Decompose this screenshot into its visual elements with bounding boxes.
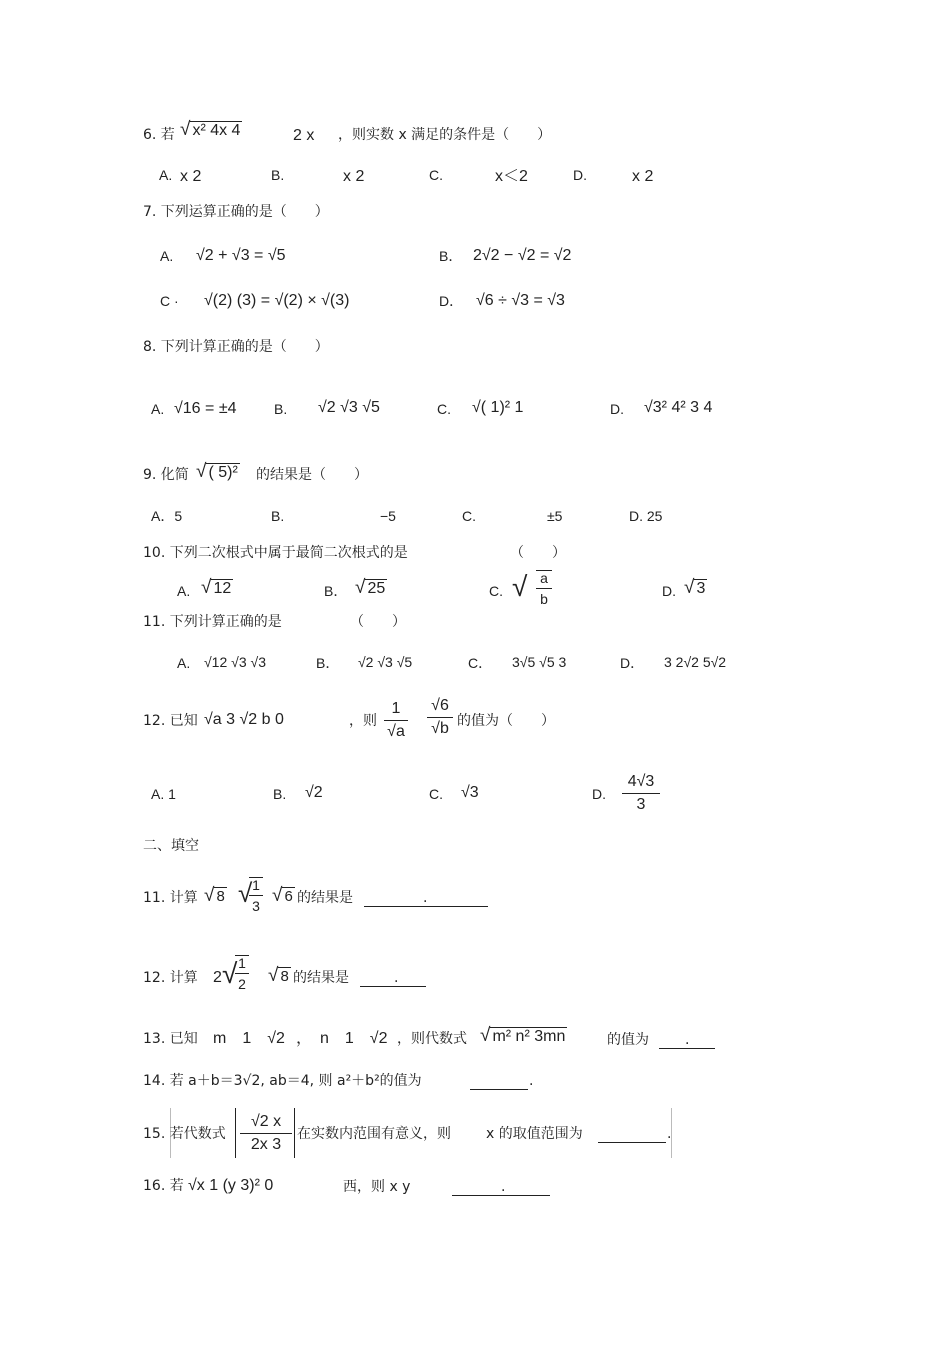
q12-opt-d-label: D. — [592, 786, 606, 802]
q6-opt-c-label: C. — [429, 167, 443, 183]
q12-tail: 的值为（ ） — [457, 713, 555, 729]
q12-opt-c: √3 — [461, 784, 479, 801]
q6-opt-b-label: B. — [271, 167, 285, 183]
q10-opt-d-label: D. — [662, 583, 676, 599]
f15-fraction — [240, 1114, 292, 1153]
f11-a: 8 — [216, 888, 225, 905]
f12-coef: 2 — [213, 969, 222, 986]
q9-radical: √ ( 5)² — [196, 461, 238, 482]
q6-opt-d-label: D. — [573, 167, 587, 183]
f16-mid: 西，则 x y — [343, 1179, 411, 1195]
f16-stem: 16. 若 — [143, 1178, 184, 1194]
f11-num: 1 — [249, 878, 263, 896]
q7-opt-a-label: A. — [160, 248, 174, 264]
q12-opt-c-label: C. — [429, 786, 443, 802]
f12-fraction — [235, 955, 249, 991]
f13-expr: m² n² 3mn — [492, 1028, 566, 1045]
section-heading: 二、填空 — [143, 838, 199, 854]
q10-opt-c-num: a — [536, 571, 552, 589]
q7-opt-c: √(2) (3) = √(2) × √(3) — [204, 292, 350, 309]
q7-opt-c-label: C · — [160, 293, 179, 309]
f14-text: 14. 若 a＋b＝3√2, ab＝4, 则 a²＋b²的值为 — [143, 1073, 422, 1089]
q10-opt-c-den: b — [540, 591, 548, 607]
q10-opt-d: √ 3 — [684, 577, 706, 598]
q8-opt-b: √2 √3 √5 — [318, 399, 380, 416]
q11-opt-b: √2 √3 √5 — [358, 654, 413, 670]
q8-opt-d: √3² 4² 3 4 — [644, 399, 713, 416]
q12-frac2-den: √b — [431, 720, 449, 737]
q6-opt-b: x 2 — [343, 168, 365, 185]
q8-opt-a-label: A. — [151, 401, 165, 417]
q6-rhs: 2 x — [293, 127, 315, 144]
q11-paren: （ ） — [350, 614, 406, 630]
f13-tail: 的值为 — [607, 1032, 649, 1048]
f11-stem: 11. 计算 — [143, 890, 198, 906]
q6-opt-a: x 2 — [180, 168, 202, 185]
q10-opt-c-radical: √ — [512, 571, 528, 602]
q8-opt-c-label: C. — [437, 401, 451, 417]
q9-radicand: ( 5)² — [208, 464, 238, 481]
q6-tail: ，则实数 x 满足的条件是（ ） — [338, 127, 552, 143]
q8-opt-d-label: D. — [610, 401, 624, 417]
f12-sqrt-b: √ 8 — [268, 965, 289, 986]
f13-m: m 1 √2 — [213, 1030, 285, 1047]
f15-tail: 在实数内范围有意义，则 — [297, 1126, 451, 1142]
f11-tail: 的结果是 — [297, 890, 353, 906]
f12-den: 2 — [238, 976, 246, 992]
q12-frac1-num: 1 — [384, 701, 408, 721]
f16-expr: √x 1 (y 3)² 0 — [188, 1177, 274, 1194]
q12-frac1 — [384, 701, 408, 740]
q11-opt-d-label: D． — [620, 655, 645, 671]
q12-opt-b: √2 — [305, 784, 323, 801]
q8-opt-a: √16 = ±4 — [174, 400, 237, 417]
f15-num: √2 x — [240, 1114, 292, 1134]
q12-opt-d-num: 4√3 — [622, 774, 660, 794]
q11-stem: 11. 下列计算正确的是 — [143, 614, 282, 630]
q10-opt-a-radicand: 12 — [213, 580, 232, 597]
f15-answer-blank[interactable] — [598, 1128, 666, 1143]
f11-fraction — [249, 877, 263, 913]
q10-opt-b-radicand: 25 — [367, 580, 386, 597]
f13-stem: 13. 已知 — [143, 1031, 198, 1047]
q6-stem: 6. 若 — [143, 127, 175, 143]
f12-b: 8 — [280, 968, 289, 985]
q9-tail: 的结果是（ ） — [256, 467, 368, 483]
q6-opt-c: x＜2 — [495, 168, 528, 185]
f11-b: 6 — [284, 888, 293, 905]
q9-opt-b-label: B. — [271, 508, 285, 524]
q11-opt-b-label: B． — [316, 655, 340, 671]
q8-opt-c: √( 1)² 1 — [472, 399, 524, 416]
f13-mid: ，则代数式 — [397, 1031, 467, 1047]
q12-opt-a: A. 1 — [151, 786, 176, 802]
q11-opt-a-label: A. — [177, 655, 191, 671]
f11-dot: . — [423, 890, 428, 906]
q9-opt-c: ±5 — [547, 508, 563, 524]
f15-dot: . — [667, 1126, 672, 1142]
q11-opt-c-label: C． — [468, 655, 493, 671]
q9-opt-a: A．5 — [151, 508, 183, 524]
q10-opt-c-label: C. — [489, 583, 503, 599]
f11-radical: √ — [238, 878, 253, 908]
q12-frac1-den: √a — [387, 723, 405, 740]
q10-opt-d-radicand: 3 — [696, 580, 706, 597]
f15-stem: 15. 若代数式 — [143, 1126, 226, 1142]
f15-den: 2x 3 — [250, 1136, 282, 1153]
q6-opt-a-label: A. — [159, 167, 173, 183]
q12-then: ，则 — [349, 713, 377, 729]
f12-tail: 的结果是 — [293, 970, 349, 986]
q12-opt-d — [622, 774, 660, 813]
q10-opt-b-label: B． — [324, 583, 348, 599]
f13-dot: . — [685, 1032, 690, 1048]
q6-radicand: x² 4x 4 — [192, 122, 241, 139]
q10-opt-c-fraction — [536, 570, 552, 606]
q9-opt-c-label: C. — [462, 508, 476, 524]
q12-stem: 12. 已知 — [143, 713, 198, 729]
q12-frac2 — [427, 698, 453, 737]
q11-opt-a: √12 √3 √3 — [204, 654, 266, 670]
f11-sqrt-b: √ 6 — [272, 885, 293, 906]
f15-abs-left — [235, 1108, 236, 1158]
f14-dot: . — [529, 1073, 534, 1089]
q11-opt-c: 3√5 √5 3 — [512, 654, 567, 670]
f11-den: 3 — [252, 898, 260, 914]
q7-opt-b: 2√2 − √2 = √2 — [473, 247, 572, 264]
f15-x: x 的取值范围为 — [486, 1126, 583, 1142]
f15-abs-right — [294, 1108, 295, 1158]
q8-stem: 8. 下列计算正确的是（ ） — [143, 339, 329, 355]
q7-opt-d: √6 ÷ √3 = √3 — [476, 292, 565, 309]
f13-radical: √ m² n² 3mn — [480, 1025, 566, 1046]
f12-dot: . — [394, 970, 399, 986]
f13-n: ， n 1 √2 — [296, 1030, 388, 1047]
f11-sqrt-a: √ 8 — [204, 885, 225, 906]
f12-num: 1 — [235, 956, 249, 974]
q12-condition: √a 3 √2 b 0 — [204, 711, 284, 728]
f16-dot: . — [501, 1179, 506, 1195]
q10-opt-a: √ 12 — [201, 577, 232, 598]
q6-opt-d: x 2 — [632, 168, 654, 185]
q9-opt-d: D. 25 — [629, 508, 663, 524]
q12-frac2-num: √6 — [427, 698, 453, 718]
q10-opt-a-label: A. — [177, 583, 191, 599]
q12-opt-d-den: 3 — [636, 796, 646, 813]
q7-opt-d-label: D． — [439, 293, 464, 309]
q7-opt-a: √2 + √3 = √5 — [196, 247, 286, 264]
q6-radical: √ x² 4x 4 — [180, 119, 241, 140]
q11-opt-d: 3 2√2 5√2 — [664, 654, 727, 670]
q9-opt-b: −5 — [380, 508, 396, 524]
q10-stem: 10. 下列二次根式中属于最简二次根式的是 — [143, 545, 408, 561]
f14-answer-blank[interactable] — [470, 1075, 528, 1090]
q8-opt-b-label: B. — [274, 401, 288, 417]
q9-stem: 9. 化简 — [143, 467, 189, 483]
q10-paren: （ ） — [510, 545, 566, 561]
q7-stem: 7. 下列运算正确的是（ ） — [143, 204, 329, 220]
q12-opt-b-label: B. — [273, 786, 287, 802]
q10-opt-b: √ 25 — [355, 577, 386, 598]
f12-radical: √ — [222, 958, 238, 989]
f12-answer-blank[interactable] — [360, 972, 426, 987]
q7-opt-b-label: B． — [439, 248, 463, 264]
f12-stem: 12. 计算 — [143, 970, 198, 986]
